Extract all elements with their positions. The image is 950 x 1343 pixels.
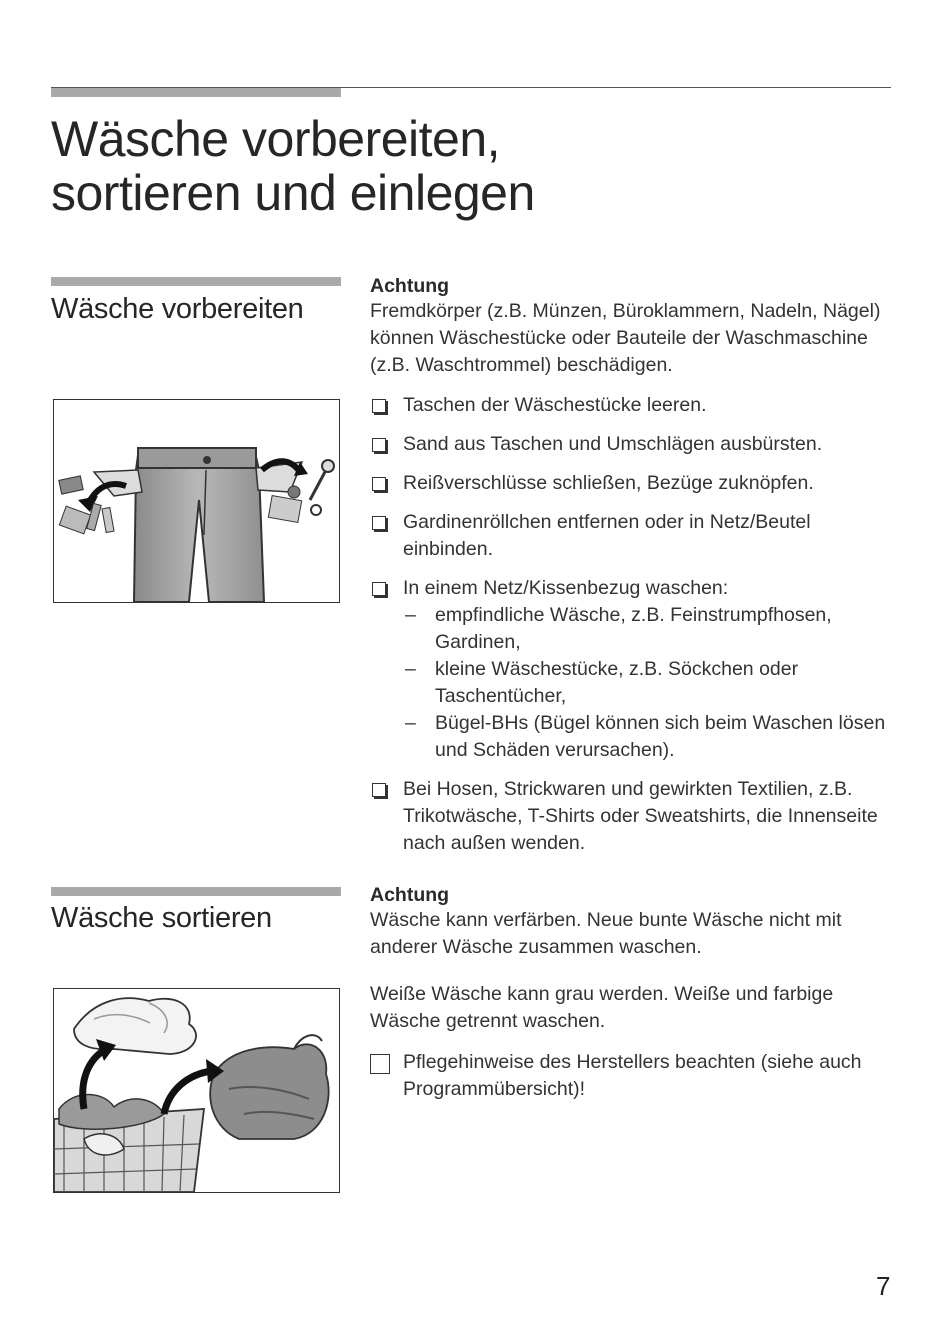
page-title-line-1: Wäsche vorbereiten, — [51, 111, 501, 167]
section-content-prepare — [370, 274, 900, 857]
sub-list-item: – kleine Wäschestücke, z.B. Söckchen oder Taschentücher, — [405, 658, 799, 707]
note-box-icon — [370, 1054, 390, 1074]
checkbox-bullet-icon — [372, 582, 386, 596]
list-item: Taschen der Wäschestücke leeren. — [370, 392, 900, 419]
warning-text: Wäsche kann verfärben. Neue bunte Wäsche nicht mit anderer Wäsche zusammen waschen. — [370, 909, 842, 958]
checkbox-bullet-icon — [372, 783, 386, 797]
section-rule-prepare — [51, 277, 341, 286]
sub-list — [403, 602, 900, 764]
illustration-sort-laundry — [53, 988, 340, 1193]
sort-note — [370, 1049, 900, 1103]
section-content-sort — [370, 883, 900, 1103]
page-title-line-2: sortieren und einlegen — [51, 165, 535, 221]
warning-label: Achtung — [370, 275, 450, 297]
list-item: Reißverschlüsse schließen, Bezüge zuknöpfen. — [370, 470, 900, 497]
prepare-checklist — [370, 392, 900, 857]
page-number: 7 — [876, 1271, 891, 1301]
checkbox-bullet-icon — [372, 438, 386, 452]
list-item: Bei Hosen, Strickwaren und gewirkten Textilien, z.B. Trikotwäsche, T-Shirts oder Sweatshirts, die Innenseite nach außen wenden. — [370, 776, 893, 857]
note-item: Pflegehinweise des Herstellers beachten (siehe auch Programmübersicht)! — [370, 1049, 903, 1103]
section-title-prepare: Wäsche vorbereiten — [51, 293, 304, 325]
header-rule-thick — [51, 88, 341, 97]
checkbox-bullet-icon — [372, 399, 386, 413]
illustration-empty-pockets — [53, 399, 340, 603]
checkbox-bullet-icon — [372, 516, 386, 530]
section-rule-sort — [51, 887, 341, 896]
sub-list-item: – Bügel-BHs (Bügel können sich beim Waschen lösen und Schäden verursachen). — [405, 712, 886, 761]
checkbox-bullet-icon — [372, 477, 386, 491]
list-item: Sand aus Taschen und Umschlägen ausbürsten. — [370, 431, 900, 458]
section-title-sort: Wäsche sortieren — [51, 902, 272, 934]
warning-label: Achtung — [370, 884, 450, 906]
page-title — [51, 112, 751, 220]
warning-text: Fremdkörper (z.B. Münzen, Büroklammern, Nadeln, Nägel) können Wäschestücke oder Bauteile der Waschmaschine (z.B. Waschtrommel) beschädigen. — [370, 300, 881, 376]
sort-paragraph: Weiße Wäsche kann grau werden. Weiße und farbige Wäsche getrennt waschen. — [370, 983, 834, 1032]
list-item: In einem Netz/Kissenbezug waschen: – empfindliche Wäsche, z.B. Feinstrumpfhosen, Gardinen, – kleine Wäschestücke, z.B. Söckchen oder Taschentücher, – Bügel-BHs (Bügel können sich beim Waschen lösen und Schäden verursachen). — [370, 575, 900, 764]
list-item: Gardinenröllchen entfernen oder in Netz/Beutel einbinden. — [370, 509, 873, 563]
sub-list-item: – empfindliche Wäsche, z.B. Feinstrumpfhosen, Gardinen, — [405, 604, 832, 653]
